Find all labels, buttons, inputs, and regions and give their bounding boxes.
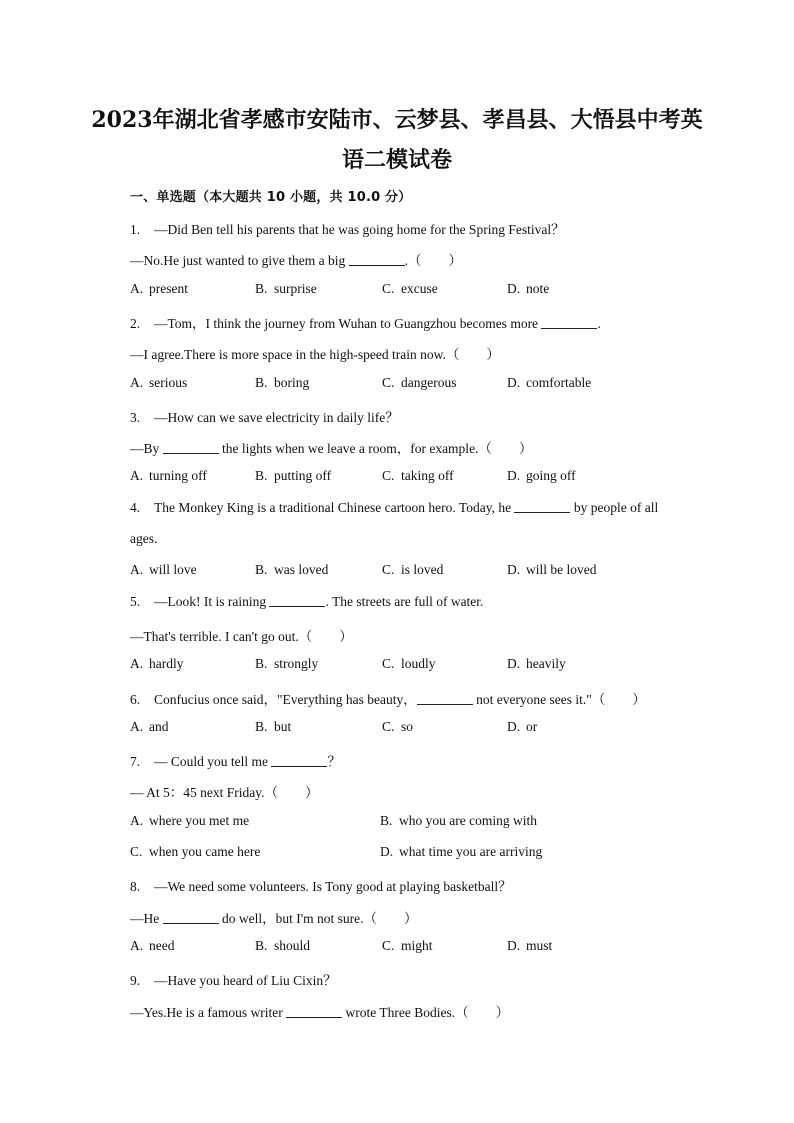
option-d[interactable] [507,719,537,735]
section-heading: 一、单选题（本大题共 10 小题，共 10.0 分） [130,190,412,205]
option-letter: A. [130,562,144,578]
answer-blank[interactable] [269,594,325,607]
question-number: 3. [130,409,141,425]
answer-blank[interactable] [349,253,405,266]
question-text: — Could you tell me [154,754,272,770]
option-text: serious [149,374,188,390]
option-letter: B. [255,280,268,296]
option-letter: D. [507,280,521,296]
option-text: need [149,937,175,953]
option-letter: B. [255,718,268,734]
question-text: ？ [327,754,341,770]
option-letter: C. [382,656,395,672]
option-d[interactable] [507,468,576,484]
question-text: . The streets are full of water. [325,593,484,609]
option-text: heavily [526,656,566,672]
question-text: —He [130,910,163,926]
question-text: .（ ） [404,253,462,269]
option-letter: D. [507,937,521,953]
option-text: was loved [274,562,329,578]
question-number: 7. [130,754,141,770]
option-a[interactable] [130,813,249,829]
option-b[interactable] [255,562,328,578]
option-d[interactable] [380,844,542,860]
option-text: or [526,718,538,734]
answer-blank[interactable] [514,500,570,513]
option-letter: A. [130,656,144,672]
option-letter: C. [130,844,143,859]
option-text: must [526,937,553,953]
option-letter: C. [382,718,395,734]
option-letter: D. [507,562,521,578]
question-line [130,969,337,989]
option-letter: C. [382,937,395,953]
question-text: —We need some volunteers. Is Tony good at playing basketball？ [154,879,512,895]
option-letter: A. [130,280,144,296]
question-text: — At 5：45 next Friday.（ ） [130,785,319,801]
title-line-2: 语二模试卷 [341,147,452,173]
title-line-1: 2023年湖北省孝感市安陆市、云梦县、孝昌县、大悟县中考英 [91,107,703,133]
option-c[interactable] [382,938,433,954]
option-letter: B. [380,812,393,828]
option-a[interactable] [130,375,187,391]
option-text: present [149,280,188,296]
option-letter: D. [507,718,521,734]
question-line [130,500,658,516]
option-letter: A. [130,374,144,390]
option-d[interactable] [507,656,566,672]
option-text: so [401,718,414,734]
option-text: but [274,718,292,734]
option-letter: C. [382,468,395,484]
option-text: when you came here [149,844,261,859]
option-text: comfortable [526,374,592,390]
option-a[interactable] [130,719,169,735]
option-letter: A. [130,812,144,828]
question-text: —Look! It is raining [154,593,270,609]
option-b[interactable] [255,468,331,484]
question-line [130,218,565,238]
question-number: 5. [130,593,141,609]
question-number: 2. [130,315,141,331]
option-text: excuse [401,280,438,296]
question-line [130,781,319,801]
question-line [130,594,483,610]
option-text: putting off [274,468,332,484]
option-letter: B. [255,656,268,672]
option-b[interactable] [255,938,310,954]
question-line [130,531,157,547]
option-text: going off [526,468,576,484]
option-letter: B. [255,937,268,953]
question-line [130,249,462,269]
option-b[interactable] [380,813,537,829]
option-d[interactable] [507,938,552,954]
option-text: should [274,937,311,953]
option-letter: C. [382,280,395,296]
option-c[interactable] [130,844,260,860]
question-text: not everyone sees it."（ ） [472,691,646,707]
question-line [130,875,512,895]
question-line [130,343,500,363]
question-text: wrote Three Bodies.（ ） [342,1004,510,1020]
option-text: what time you are arriving [399,844,543,859]
option-letter: D. [507,374,521,390]
question-text: . [597,315,601,331]
option-b[interactable] [255,656,318,672]
option-c[interactable] [382,281,438,297]
question-line [130,688,646,708]
option-a[interactable] [130,656,184,672]
question-text: —That's terrible. I can't go out.（ ） [130,628,353,644]
option-letter: C. [382,374,395,390]
answer-blank[interactable] [417,692,473,705]
option-text: who you are coming with [399,812,537,828]
exam-title [60,100,734,180]
option-letter: D. [380,844,394,859]
option-d[interactable] [507,281,549,297]
option-text: dangerous [401,374,457,390]
question-text: —How can we save electricity in daily life？ [154,409,399,425]
option-text: where you met me [149,812,250,828]
option-text: note [526,280,550,296]
option-a[interactable] [130,562,197,578]
question-text: —Tom，I think the journey from Wuhan to Guangzhou becomes more [154,315,542,331]
question-text: ages. [130,531,158,546]
question-text: the lights when we leave a room，for example.（ ） [218,441,533,457]
option-c[interactable] [382,468,454,484]
option-d[interactable] [507,562,597,578]
option-letter: B. [255,374,268,390]
answer-blank[interactable] [163,911,219,924]
option-text: loudly [401,656,436,672]
answer-blank[interactable] [271,754,327,767]
question-text: —Yes.He is a famous writer [130,1004,287,1020]
option-text: and [149,718,169,734]
question-text: The Monkey King is a traditional Chinese cartoon hero. Today, he [154,499,515,515]
option-letter: B. [255,468,268,484]
question-number: 4. [130,499,141,515]
question-text: —No.He just wanted to give them a big [130,253,349,269]
option-letter: A. [130,718,144,734]
question-number: 1. [130,222,141,237]
option-text: turning off [149,468,207,484]
option-text: surprise [274,280,317,296]
option-text: will love [149,562,197,578]
question-number: 9. [130,973,141,989]
option-a[interactable] [130,938,174,954]
option-b[interactable] [255,375,309,391]
option-letter: A. [130,468,144,484]
question-line [130,406,399,426]
question-number: 8. [130,879,141,895]
answer-blank[interactable] [541,316,597,329]
option-text: is loved [401,562,444,578]
option-a[interactable] [130,468,207,484]
question-line [130,907,418,927]
option-letter: A. [130,937,144,953]
option-text: boring [274,374,310,390]
option-letter: B. [255,562,268,578]
question-line [130,437,532,457]
question-number: 6. [130,691,141,707]
question-text: —Have you heard of Liu Cixin？ [154,973,337,989]
option-c[interactable] [382,656,436,672]
option-c[interactable] [382,719,413,735]
option-letter: D. [507,468,521,484]
question-text: —Did Ben tell his parents that he was going home for the Spring Festival？ [154,222,565,237]
question-line [130,750,341,770]
question-text: —I agree.There is more space in the high-speed train now.（ ） [130,347,500,363]
question-line [130,1001,509,1021]
answer-blank[interactable] [163,441,219,454]
option-c[interactable] [382,375,456,391]
question-line [130,312,601,332]
question-text: Confucius once said，"Everything has beauty， [154,691,417,707]
option-b[interactable] [255,281,317,297]
question-text: by people of all [570,499,659,515]
option-d[interactable] [507,375,591,391]
option-text: hardly [149,656,184,672]
answer-blank[interactable] [286,1005,342,1018]
option-letter: D. [507,656,521,672]
option-b[interactable] [255,719,291,735]
option-text: will be loved [526,562,597,578]
question-line [130,625,353,645]
option-a[interactable] [130,281,188,297]
option-text: strongly [274,656,319,672]
option-text: might [401,937,433,953]
option-letter: C. [382,562,395,578]
option-c[interactable] [382,562,443,578]
question-text: —By [130,441,163,457]
option-text: taking off [401,468,454,484]
question-text: do well，but I'm not sure.（ ） [218,910,418,926]
